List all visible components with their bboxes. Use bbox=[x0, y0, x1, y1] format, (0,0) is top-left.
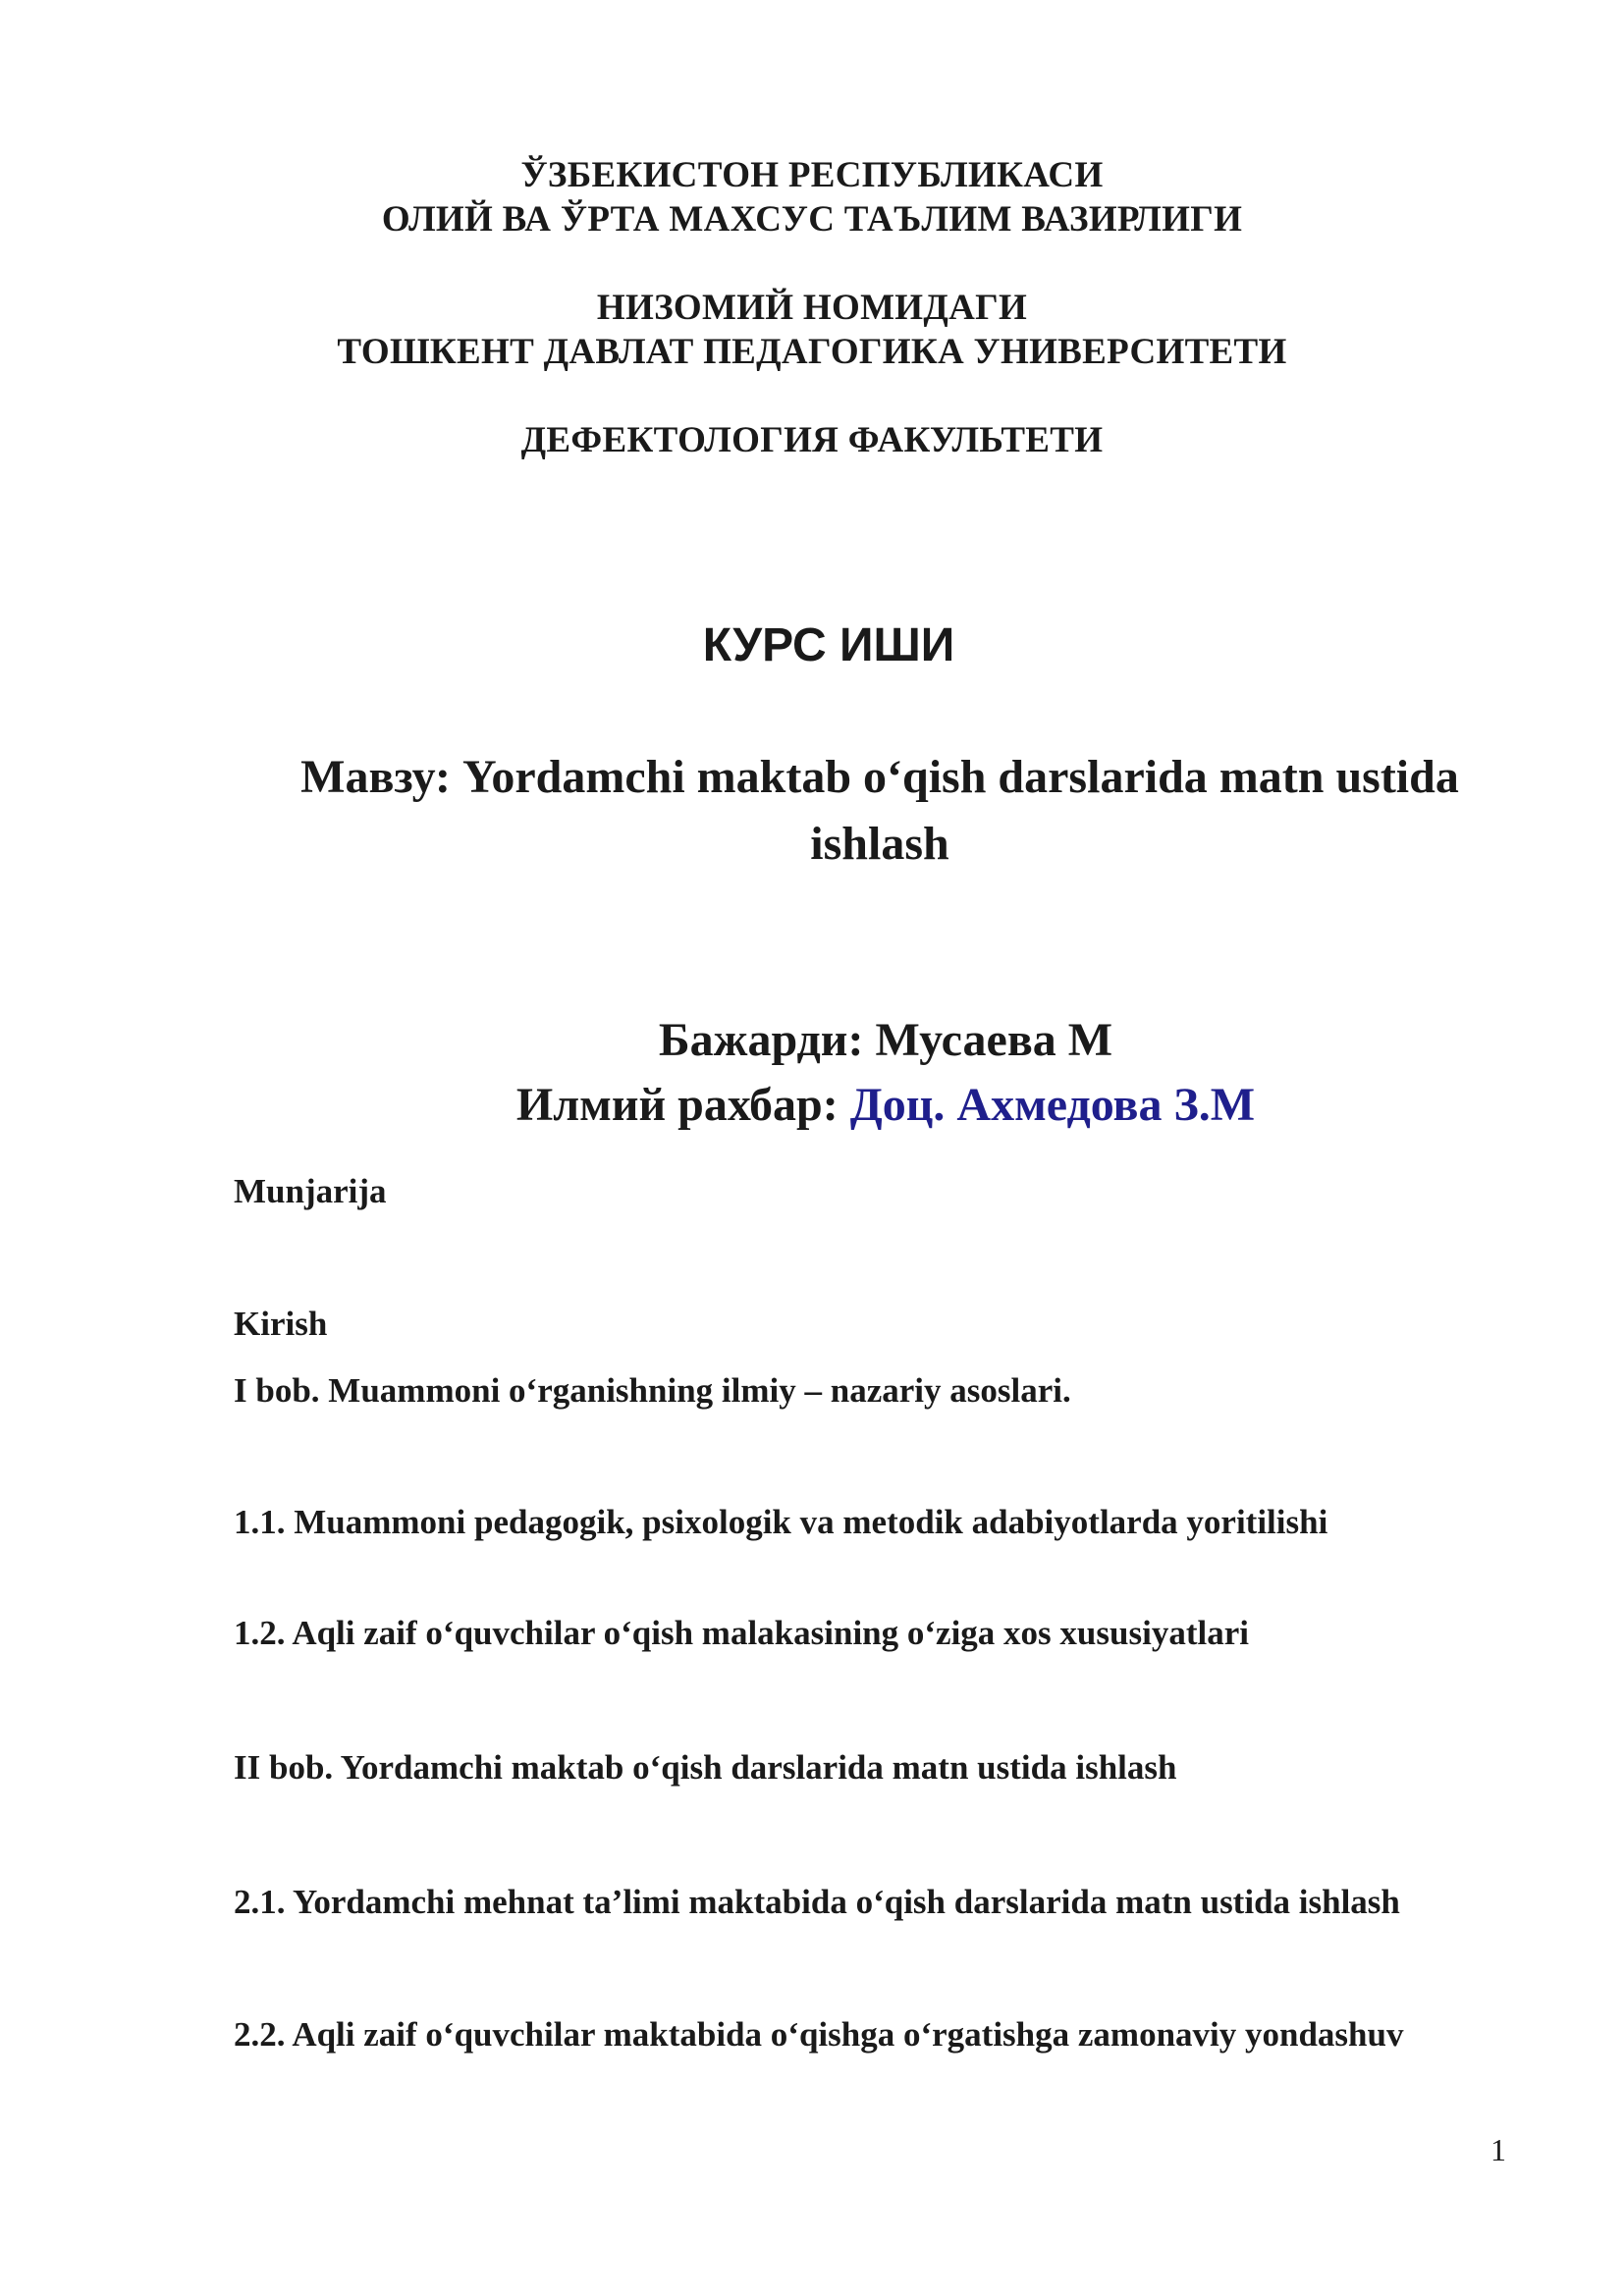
topic-title: Мавзу: Yordamchi maktab o‘qish darslarida matn ustida ishlash bbox=[300, 751, 1459, 870]
toc-item-chapter-1: I bob. Muammoni o‘rganishning ilmiy – nazariy asoslari. bbox=[234, 1371, 1071, 1410]
author-name: Мусаева М bbox=[875, 1014, 1113, 1066]
supervisor-line bbox=[0, 1076, 1624, 1135]
toc-item-2-2: 2.2. Aqli zaif o‘quvchilar maktabida o‘qishga o‘rgatishga zamonaviy yondashuv bbox=[234, 2015, 1404, 2054]
supervisor-label: Илмий рахбар: bbox=[515, 1079, 839, 1131]
page-number: 1 bbox=[1490, 2132, 1506, 2167]
toc-item-1-1: 1.1. Muammoni pedagogik, psixologik va metodik adabiyotlarda yoritilishi bbox=[234, 1503, 1328, 1541]
toc-heading: Munjarija bbox=[234, 1172, 387, 1210]
header-university: ТОШКЕНТ ДАВЛАТ ПЕДАГОГИКА УНИВЕРСИТЕТИ bbox=[337, 332, 1287, 372]
author-label: Бажарди: bbox=[658, 1014, 864, 1066]
header-named-after: НИЗОМИЙ НОМИДАГИ bbox=[596, 288, 1028, 328]
header-faculty: ДЕФЕКТОЛОГИЯ ФАКУЛЬТЕТИ bbox=[520, 420, 1104, 460]
supervisor-name: Доц. Ахмедова З.М bbox=[849, 1079, 1256, 1131]
author-line bbox=[0, 1011, 1624, 1070]
toc-item-2-1: 2.1. Yordamchi mehnat ta’limi maktabida o‘qish darslarida matn ustida ishlash bbox=[234, 1883, 1400, 1921]
header-ministry: ОЛИЙ ВА ЎРТА МАХСУС ТАЪЛИМ ВАЗИРЛИГИ bbox=[381, 199, 1243, 240]
header-republic: ЎЗБЕКИСТОН РЕСПУБЛИКАСИ bbox=[520, 155, 1104, 195]
toc-item-chapter-2: II bob. Yordamchi maktab o‘qish darslarida matn ustida ishlash bbox=[234, 1748, 1177, 1787]
document-title: КУРС ИШИ bbox=[702, 619, 955, 671]
toc-item-1-2: 1.2. Aqli zaif o‘quvchilar o‘qish malakasining o‘ziga xos xususiyatlari bbox=[234, 1614, 1249, 1652]
toc-item-intro: Kirish bbox=[234, 1305, 328, 1343]
